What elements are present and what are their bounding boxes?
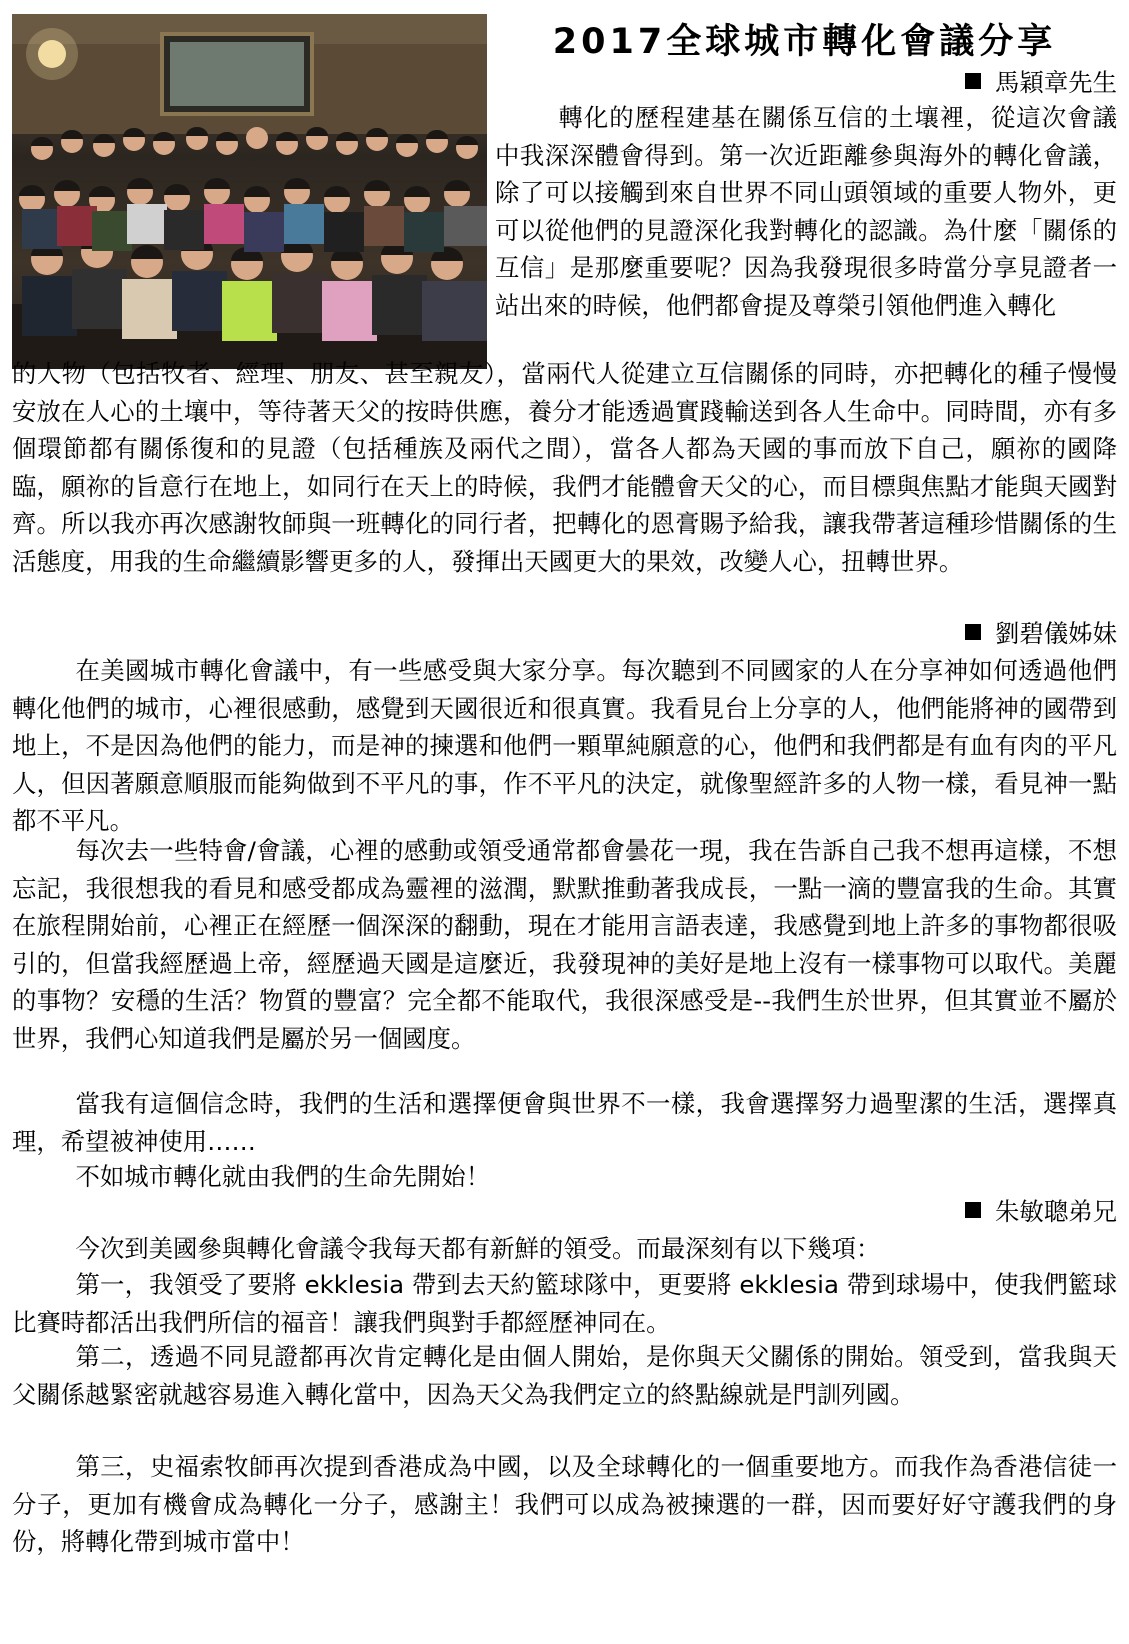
paragraph: 第一，我領受了要將 ekklesia 帶到去天約籃球隊中，更要將 ekklesia 帶到球場中，使我們籃球比賽時都活出我們所信的福音！讓我們與對手都經歷神同在。 <box>12 1270 1117 1337</box>
paragraph: 不如城市轉化就由我們的生命先開始！ <box>75 1162 491 1191</box>
page-title: 2017全球城市轉化會議分享 <box>552 22 1057 62</box>
square-bullet-icon <box>965 1202 981 1218</box>
author-name: 劉碧儀姊妹 <box>995 619 1117 648</box>
author-chu <box>965 1193 1117 1231</box>
paragraph: 的人物（包括牧者、經理、朋友、甚至親友），當兩代人從建立互信關係的同時，亦把轉化的種子慢慢安放在人心的土壤中，等待著天父的按時供應，養分才能透過實踐輸送到各人生命中。同時間，亦有多個環節都有關係復和的見證（包括種族及兩代之間），當各人都為天國的事而放下自己，願祢的國降臨，願祢的旨意行在地上，如同行在天上的時候，我們才能體會天父的心，而目標與焦點才能與天國對齊。所以我亦再次感謝牧師與一班轉化的同行者，把轉化的恩膏賜予給我，讓我帶著這種珍惜關係的生活態度，用我的生命繼續影響更多的人，發揮出天國更大的果效，改變人心，扭轉世界。 <box>12 359 1117 576</box>
paragraph: 當我有這個信念時，我們的生活和選擇便會與世界不一樣，我會選擇努力過聖潔的生活，選擇真理，希望被神使用…… <box>12 1089 1117 1156</box>
author-name: 馬穎章先生 <box>995 68 1117 97</box>
paragraph: 第三，史福索牧師再次提到香港成為中國，以及全球轉化的一個重要地方。而我作為香港信徒一分子，更加有機會成為轉化一分子，感謝主！我們可以成為被揀選的一群，因而要好好守護我們的身份，將轉化帶到城市當中！ <box>12 1452 1117 1557</box>
author-ma <box>965 64 1117 102</box>
square-bullet-icon <box>965 73 981 89</box>
author-lau <box>965 615 1117 653</box>
author-name: 朱敏聰弟兄 <box>995 1197 1117 1226</box>
paragraph: 在美國城市轉化會議中，有一些感受與大家分享。每次聽到不同國家的人在分享神如何透過他們轉化他們的城市，心裡很感動，感覺到天國很近和很真實。我看見台上分享的人，他們能將神的國帶到地上，不是因為他們的能力，而是神的揀選和他們一顆單純願意的心，他們和我們都是有血有肉的平凡人，但因著願意順服而能夠做到不平凡的事，作不平凡的決定，就像聖經許多的人物一樣，看見神一點都不平凡。 <box>12 656 1117 836</box>
paragraph: 第二，透過不同見證都再次肯定轉化是由個人開始，是你與天父關係的開始。領受到，當我與天父關係越緊密就越容易進入轉化當中，因為天父為我們定立的終點線就是門訓列國。 <box>12 1342 1117 1409</box>
group-photo-art <box>12 14 487 369</box>
paragraph: 今次到美國參與轉化會議令我每天都有新鮮的領受。而最深刻有以下幾項： <box>75 1234 881 1263</box>
paragraph: 轉化的歷程建基在關係互信的土壤裡，從這次會議中我深深體會得到。第一次近距離參與海外的轉化會議，除了可以接觸到來自世界不同山頭領域的重要人物外，更可以從他們的見證深化我對轉化的認識。為什麼「關係的互信」是那麼重要呢？因為我發現很多時當分享見證者一站出來的時候，他們都會提及尊榮引領他們進入轉化 <box>495 103 1117 320</box>
square-bullet-icon <box>965 624 981 640</box>
group-photo <box>12 14 487 369</box>
paragraph: 每次去一些特會/會議，心裡的感動或領受通常都會曇花一現，我在告訴自己我不想再這樣，不想忘記，我很想我的看見和感受都成為靈裡的滋潤，默默推動著我成長，一點一滴的豐富我的生命。其實在旅程開始前，心裡正在經歷一個深深的翻動，現在才能用言語表達，我感覺到地上許多的事物都很吸引的，但當我經歷過上帝，經歷過天國是這麼近，我發現神的美好是地上沒有一樣事物可以取代。美麗的事物？安穩的生活？物質的豐富？完全都不能取代，我很深感受是--我們生於世界，但其實並不屬於世界，我們心知道我們是屬於另一個國度。 <box>12 836 1117 1053</box>
